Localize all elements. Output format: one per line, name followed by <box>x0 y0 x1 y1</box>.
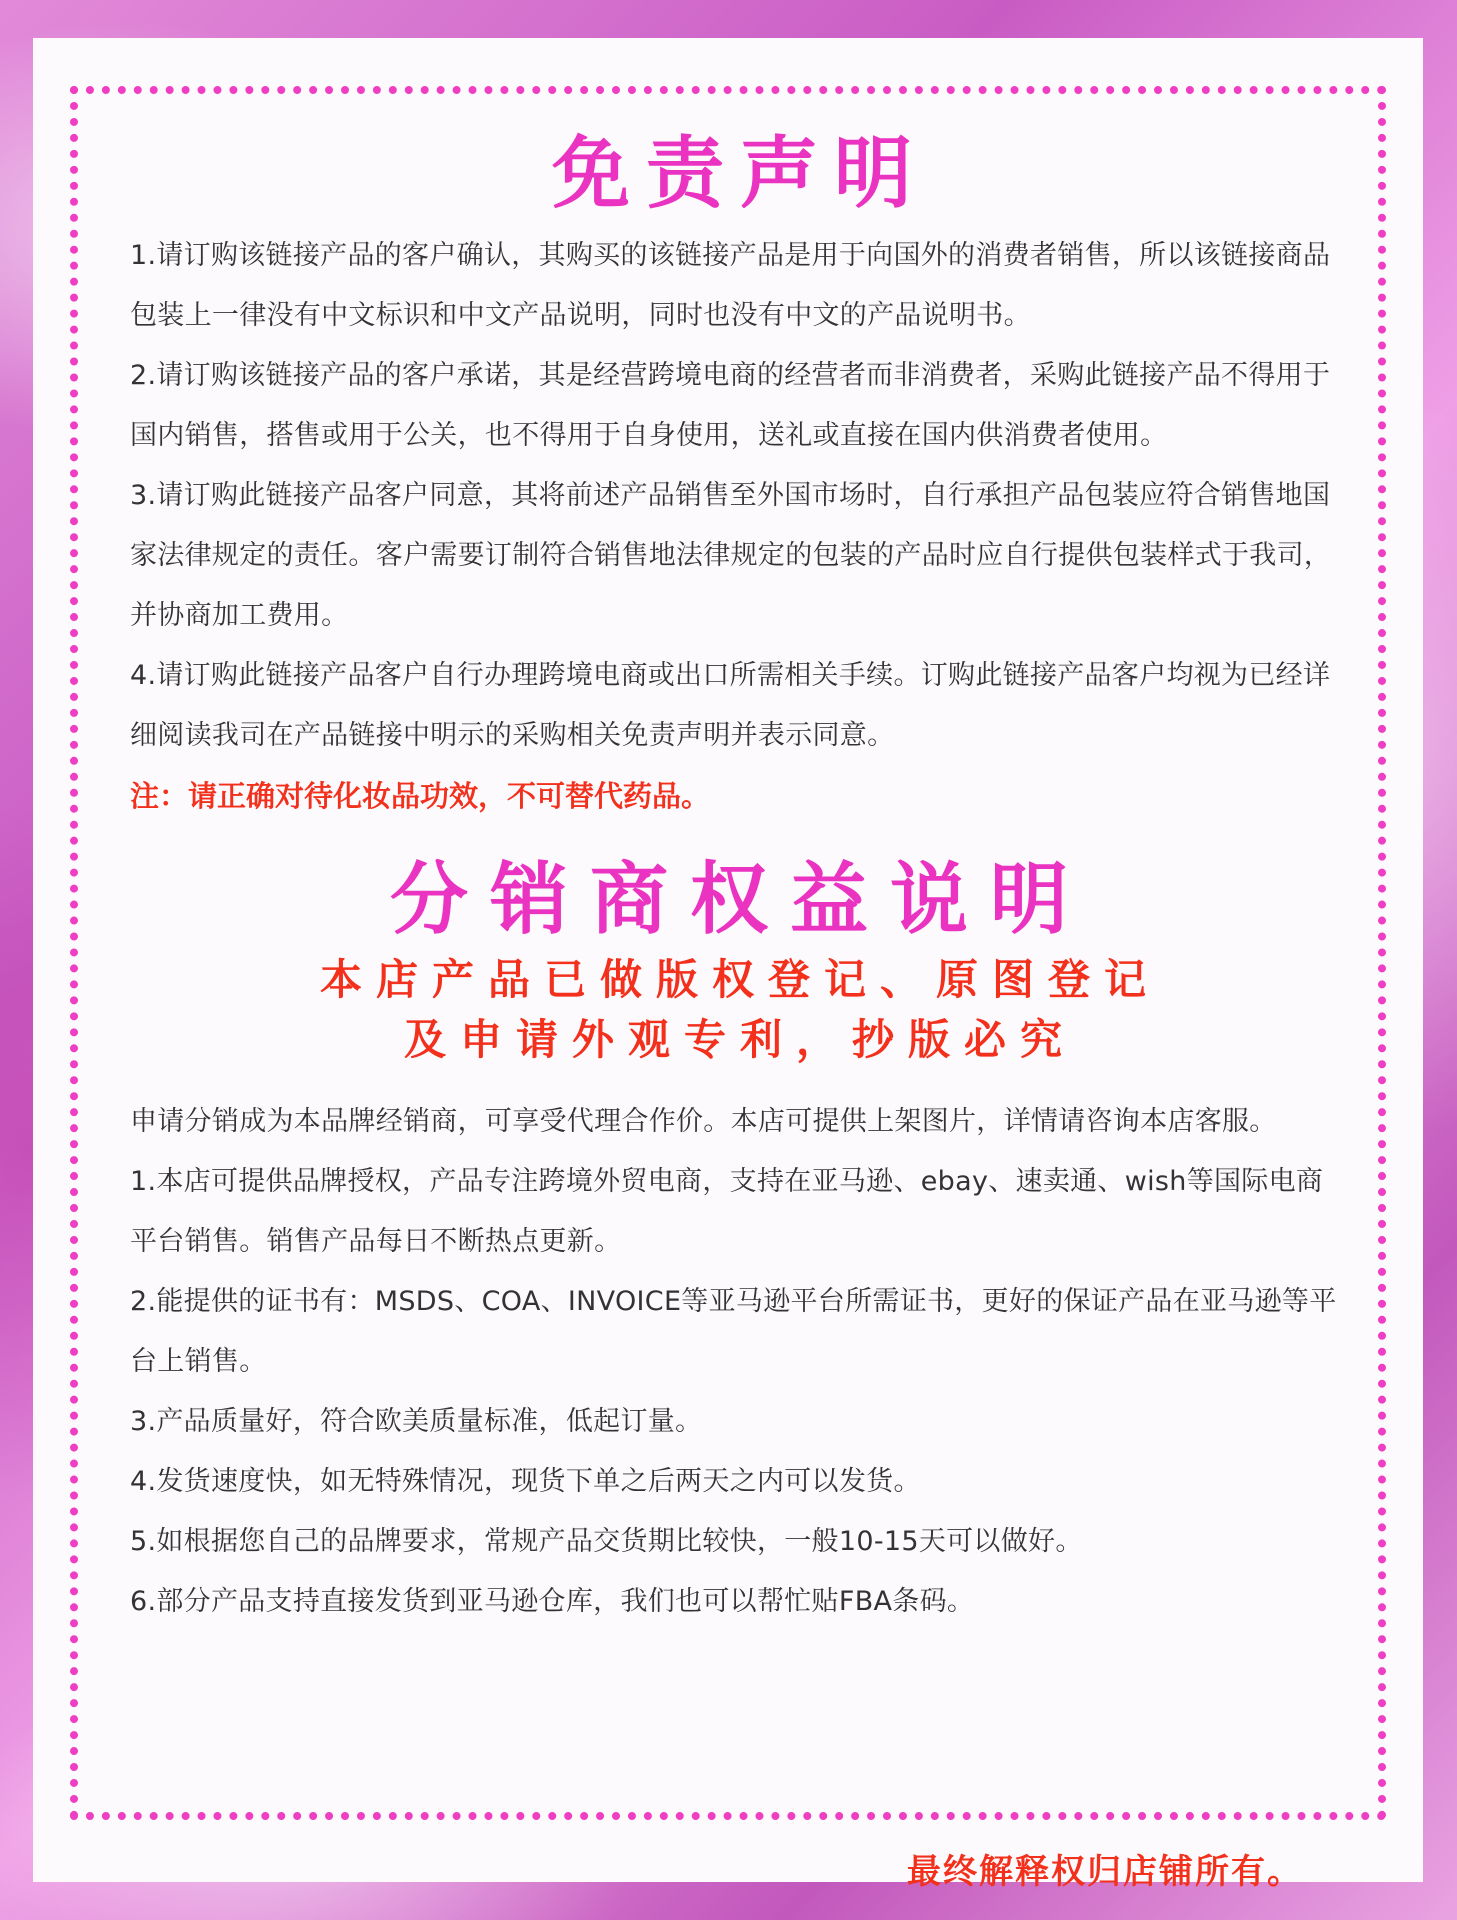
disclaimer-item-3: 3.请订购此链接产品客户同意，其将前述产品销售至外国市场时，自行承担产品包装应符合销售地国家法律规定的责任。客户需要订制符合销售地法律规定的包装的产品时应自行提供包装样式于我司，并协商加工费用。 <box>130 480 1332 631</box>
disclaimer-title: 免责声明 <box>551 129 928 219</box>
benefit-item-3: 3.产品质量好，符合欧美质量标准，低起订量。 <box>130 1406 703 1437</box>
distributor-title: 分销商权益说明 <box>389 855 1090 945</box>
benefit-item-2: 2.能提供的证书有：MSDS、COA、INVOICE等亚马逊平台所需证书，更好的保证产品在亚马逊等平台上销售。 <box>130 1286 1337 1377</box>
benefit-item-1: 1.本店可提供品牌授权，产品专注跨境外贸电商，支持在亚马逊、ebay、速卖通、wish等国际电商平台销售。销售产品每日不断热点更新。 <box>130 1166 1324 1257</box>
benefit-item-6: 6.部分产品支持直接发货到亚马逊仓库，我们也可以帮忙贴FBA条码。 <box>130 1586 975 1617</box>
benefit-item-5: 5.如根据您自己的品牌要求，常规产品交货期比较快，一般10-15天可以做好。 <box>130 1526 1083 1557</box>
benefit-item-4: 4.发货速度快，如无特殊情况，现货下单之后两天之内可以发货。 <box>130 1466 921 1497</box>
distributor-benefits-list <box>130 1152 1350 1632</box>
copyright-notice <box>130 950 1350 1070</box>
distributor-intro: 申请分销成为本品牌经销商，可享受代理合作价。本店可提供上架图片，详情请咨询本店客服。 <box>130 1106 1277 1137</box>
notice-card <box>33 38 1423 1892</box>
cosmetics-note: 注：请正确对待化妆品功效，不可替代药品。 <box>130 779 711 813</box>
copyright-notice-line-2: 及申请外观专利，抄版必究 <box>403 1015 1076 1064</box>
final-interpretation-note: 最终解释权归店铺所有。 <box>907 1852 1303 1892</box>
copyright-notice-line-1: 本店产品已做版权登记、原图登记 <box>319 955 1160 1004</box>
disclaimer-item-2: 2.请订购该链接产品的客户承诺，其是经营跨境电商的经营者而非消费者，采购此链接产品不得用于国内销售，搭售或用于公关，也不得用于自身使用，送礼或直接在国内供消费者使用。 <box>130 360 1331 451</box>
disclaimer-item-4: 4.请订购此链接产品客户自行办理跨境电商或出口所需相关手续。订购此链接产品客户均视为已经详细阅读我司在产品链接中明示的采购相关免责声明并表示同意。 <box>130 660 1331 751</box>
disclaimer-item-1: 1.请订购该链接产品的客户确认，其购买的该链接产品是用于向国外的消费者销售，所以该链接商品包装上一律没有中文标识和中文产品说明，同时也没有中文的产品说明书。 <box>130 240 1331 331</box>
card-content <box>130 122 1350 1632</box>
disclaimer-list <box>130 226 1350 766</box>
